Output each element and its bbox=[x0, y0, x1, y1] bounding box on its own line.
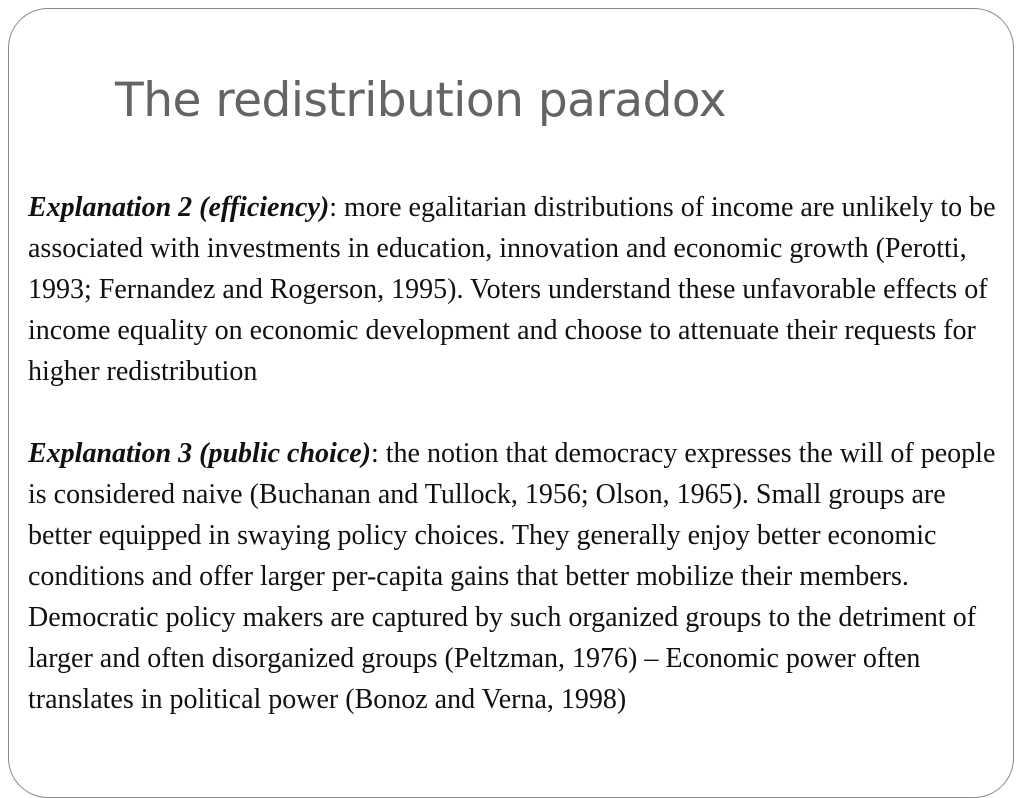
explanation-3-paragraph bbox=[28, 433, 998, 720]
explanation-2-term: Explanation 2 (efficiency) bbox=[28, 192, 330, 223]
explanation-2-paragraph bbox=[28, 187, 998, 392]
slide-body bbox=[28, 187, 998, 761]
slide-frame bbox=[8, 8, 1014, 798]
explanation-2-text: : more egalitarian distributions of income are unlikely to be associated with investments in education, innovation and economic growth (Perotti, 1993; Fernandez and Rogerson, 1995). Voters understand these unfavorable effects of income equality on economic development and choose to attenuate their requests for higher redistribution bbox=[28, 192, 996, 387]
explanation-3-text: : the notion that democracy expresses the will of people is considered naive (Buchanan and Tullock, 1956; Olson, 1965). Small groups are better equipped in swaying policy choices. They generally enjoy better economic conditions and offer larger per-capita gains that better mobilize their members. Democratic policy makers are captured by such organized groups to the detriment of larger and often disorganized groups (Peltzman, 1976) – Economic power often translates in political power (Bonoz and Verna, 1998) bbox=[28, 438, 996, 715]
slide-title: The redistribution paradox bbox=[115, 73, 727, 128]
explanation-3-term: Explanation 3 (public choice) bbox=[28, 438, 371, 469]
